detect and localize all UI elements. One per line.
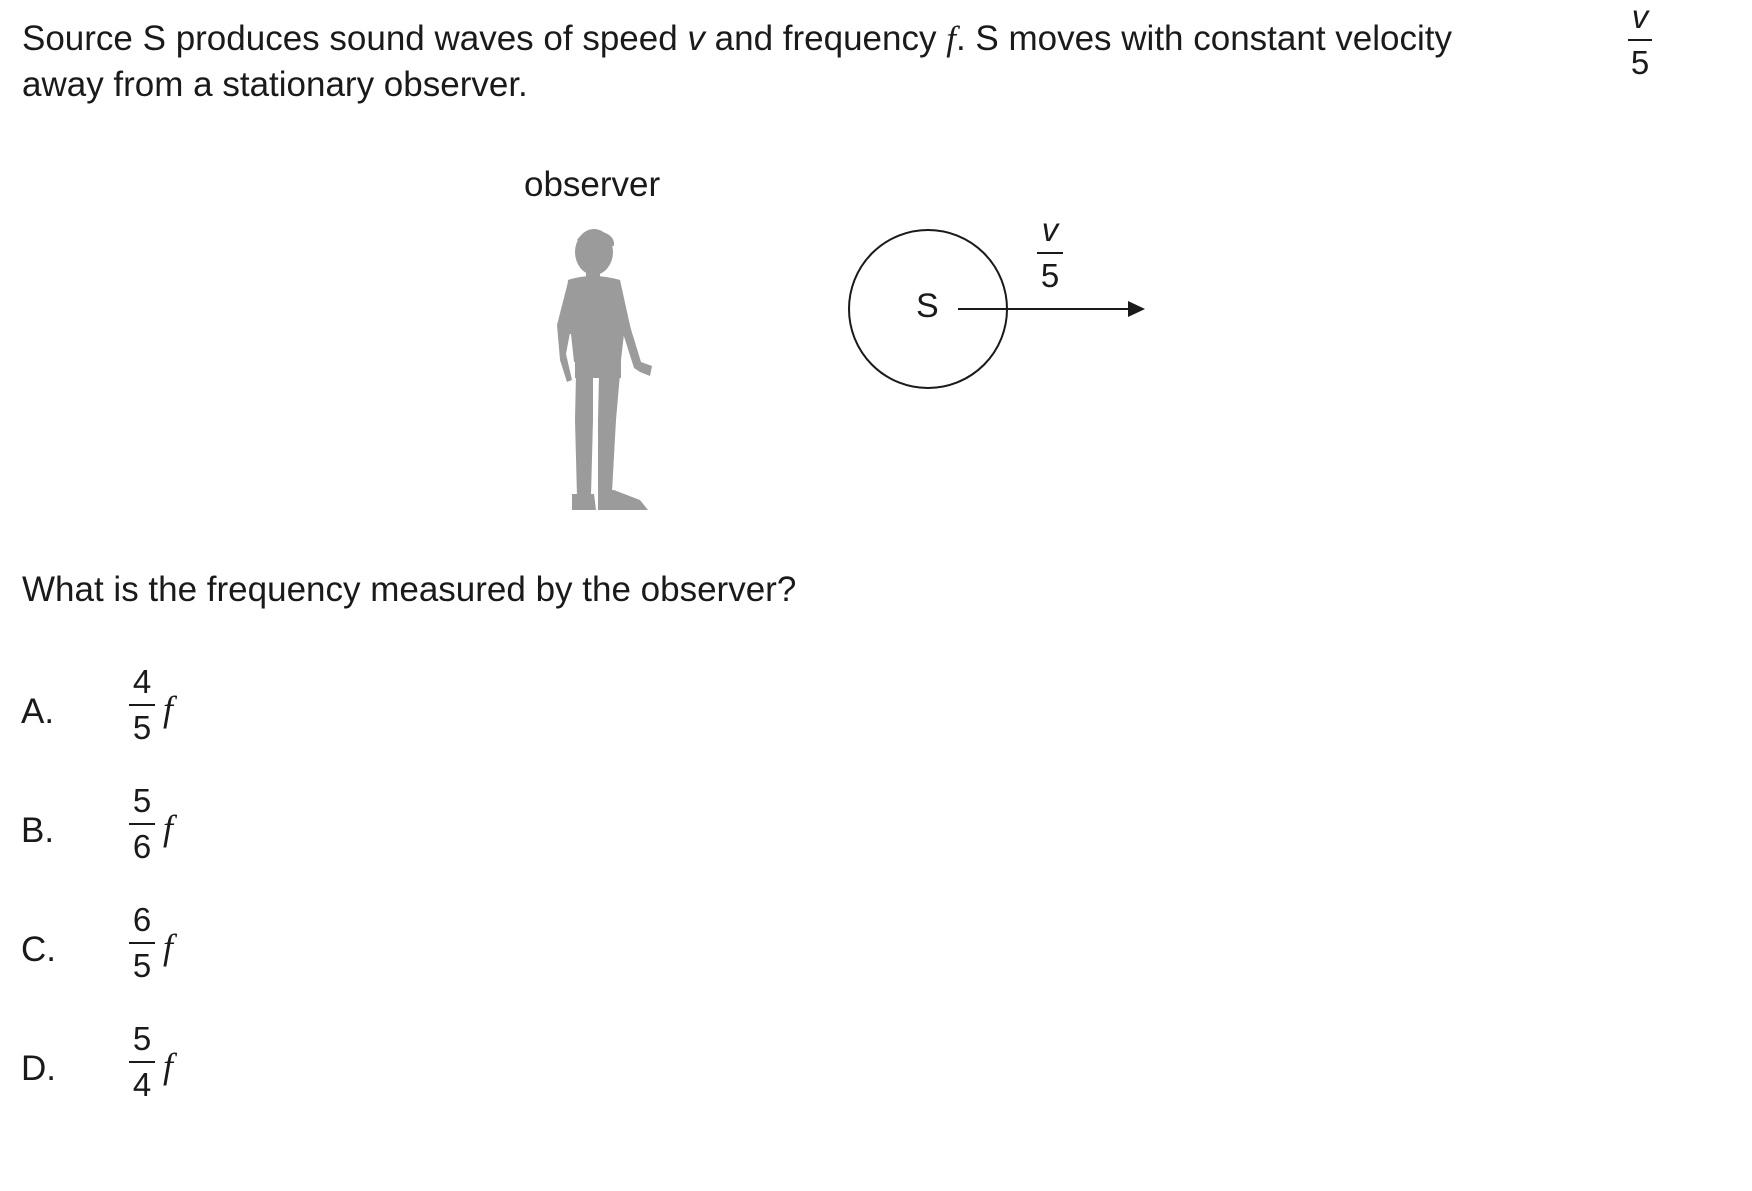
option-variable: f	[163, 927, 174, 967]
arrow-fraction-numerator: v	[1041, 211, 1059, 248]
source-label: S	[916, 287, 939, 325]
option-denominator: 5	[132, 708, 152, 746]
option-denominator: 6	[132, 827, 152, 865]
observer-silhouette	[557, 229, 652, 510]
arrow-fraction-denominator: 5	[1040, 256, 1060, 294]
question-text-1: Source S produces sound waves of speed	[22, 19, 688, 58]
option-fraction	[129, 903, 155, 982]
option-fraction-bar	[129, 823, 155, 825]
option-fraction-bar	[129, 1061, 155, 1063]
option-letter: C.	[21, 930, 56, 969]
option-numerator: 5	[132, 1020, 152, 1057]
option-numerator: 6	[132, 901, 152, 938]
option-numerator: 4	[132, 663, 152, 700]
velocity-arrowhead	[1128, 301, 1145, 317]
option-letter: D.	[21, 1049, 56, 1088]
speed-symbol: v	[687, 19, 705, 58]
question-line-2: away from a stationary observer.	[22, 65, 528, 104]
option-letter: A.	[21, 692, 55, 731]
option-variable: f	[163, 1046, 174, 1086]
question-prompt: What is the frequency measured by the observer?	[22, 570, 797, 609]
arrow-velocity-fraction	[1037, 213, 1063, 292]
option-fraction	[129, 665, 155, 744]
arrow-fraction-bar	[1037, 252, 1063, 254]
question-text-3: . S moves with constant velocity	[955, 19, 1452, 58]
option-variable: f	[163, 808, 174, 848]
option-denominator: 4	[132, 1065, 152, 1103]
option-numerator: 5	[132, 782, 152, 819]
option-fraction	[129, 1022, 155, 1101]
observer-label: observer	[524, 165, 661, 204]
fraction-denominator: 5	[1630, 43, 1650, 81]
option-variable: f	[163, 689, 174, 729]
question-text-2: and frequency	[704, 19, 947, 58]
option-letter: B.	[21, 811, 55, 850]
option-denominator: 5	[132, 946, 152, 984]
option-fraction	[129, 784, 155, 863]
frequency-symbol: f	[946, 19, 956, 58]
fraction-numerator: v	[1631, 0, 1649, 35]
option-fraction-bar	[129, 704, 155, 706]
option-fraction-bar	[129, 942, 155, 944]
